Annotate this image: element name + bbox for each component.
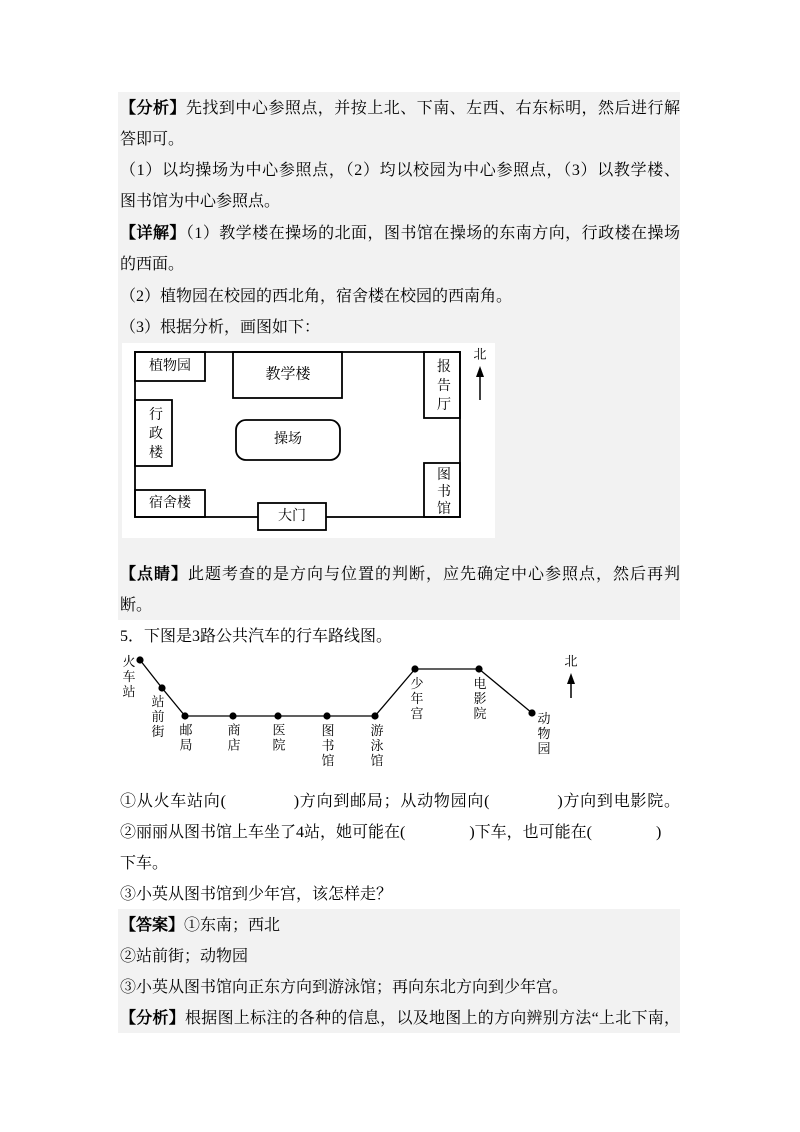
campus-north-label: 北 <box>473 346 487 362</box>
stop-label-youth-palace: 少年宫 <box>408 676 424 722</box>
stop-dot-swimming-hall <box>371 712 378 719</box>
stop-dot-cinema <box>475 665 482 672</box>
playground-label: 操场 <box>274 432 302 447</box>
question-title: 5．下图是3路公共汽车的行车路线图。 <box>120 627 393 645</box>
dormitory-label: 宿舍楼 <box>149 496 191 511</box>
stop-dot-train-station <box>136 656 143 663</box>
answer-line: ③小英从图书馆向正东方向到游泳馆；再向东北方向到少年宫。 <box>120 978 569 996</box>
analysis-text: 先找到中心参照点，并按上北、下南、左西、右东标明，然后进行解 <box>185 99 680 117</box>
comment-label: 【点睛】 <box>120 565 188 583</box>
comment-line: 断。 <box>120 596 153 614</box>
detail-text: （1）教学楼在操场的北面，图书馆在操场的东南方向，行政楼在操场 <box>185 224 680 242</box>
stop-dot-station-front-street <box>158 684 165 691</box>
stop-dot-youth-palace <box>411 665 418 672</box>
answer-label: 【答案】 <box>120 916 185 934</box>
answer-line: ②站前街；动物园 <box>120 947 249 965</box>
detail-line: （2）植物园在校园的西北角，宿舍楼在校园的西南角。 <box>120 287 513 305</box>
analysis-label: 【分析】 <box>120 99 186 117</box>
detail-line <box>120 218 680 249</box>
stop-dot-library <box>323 712 330 719</box>
analysis-line: 图书馆为中心参照点。 <box>120 192 281 210</box>
question-analysis-text: 根据图上标注的各种的信息，以及地图上的方向辨别方法“上北下南， <box>185 1009 680 1027</box>
question-item: 下车。 <box>120 854 169 872</box>
lecture-hall-label: 报告厅 <box>435 358 450 416</box>
analysis-line <box>120 93 680 124</box>
stop-label-train-station: 火车站 <box>120 654 136 700</box>
library-label: 图书馆 <box>435 466 450 518</box>
question-analysis-line <box>120 1003 680 1034</box>
stop-dot-shop <box>229 712 236 719</box>
stop-label-post-office: 邮局 <box>177 723 193 753</box>
analysis-line: （1）以均操场为中心参照点，（2）均以校园为中心参照点，（3）以教学楼、 <box>120 161 680 179</box>
detail-line: （3）根据分析，画图如下： <box>120 318 321 336</box>
stop-label-hospital: 医院 <box>270 723 286 753</box>
botanical-garden-label: 植物园 <box>149 359 191 374</box>
answer-line <box>120 910 680 941</box>
admin-building-label: 行政楼 <box>147 406 162 464</box>
detail-label: 【详解】 <box>120 224 186 242</box>
stop-label-station-front-street: 站前街 <box>149 694 165 740</box>
question-item: ①从火车站向( )方向到邮局；从动物园向( )方向到电影院。 <box>120 792 680 810</box>
gate-label: 大门 <box>278 509 306 524</box>
campus-north-arrow <box>476 366 484 400</box>
question-item: ③小英从图书馆到少年宫，该怎样走？ <box>120 885 393 903</box>
stop-dot-hospital <box>274 712 281 719</box>
stop-label-swimming-hall: 游泳馆 <box>368 723 384 769</box>
route-north-arrow <box>567 673 575 698</box>
question-item: ②丽丽从图书馆上车坐了4站，她可能在( )下车，也可能在( ) <box>120 823 662 841</box>
analysis-line: 答即可。 <box>120 130 185 148</box>
stop-label-library: 图书馆 <box>319 723 335 769</box>
comment-text: 此题考查的是方向与位置的判断，应先确定中心参照点，然后再判 <box>188 565 680 583</box>
detail-line: 的西面。 <box>120 255 185 273</box>
comment-line <box>120 559 680 590</box>
teaching-building-label: 教学楼 <box>265 366 311 383</box>
question-analysis-label: 【分析】 <box>120 1009 186 1027</box>
route-north-label: 北 <box>564 653 578 669</box>
stop-label-shop: 商店 <box>225 723 241 753</box>
stop-label-zoo: 动物园 <box>535 711 551 757</box>
stop-dot-post-office <box>181 712 188 719</box>
answer-text: ①东南；西北 <box>184 916 281 934</box>
stop-label-cinema: 电影院 <box>471 676 487 722</box>
